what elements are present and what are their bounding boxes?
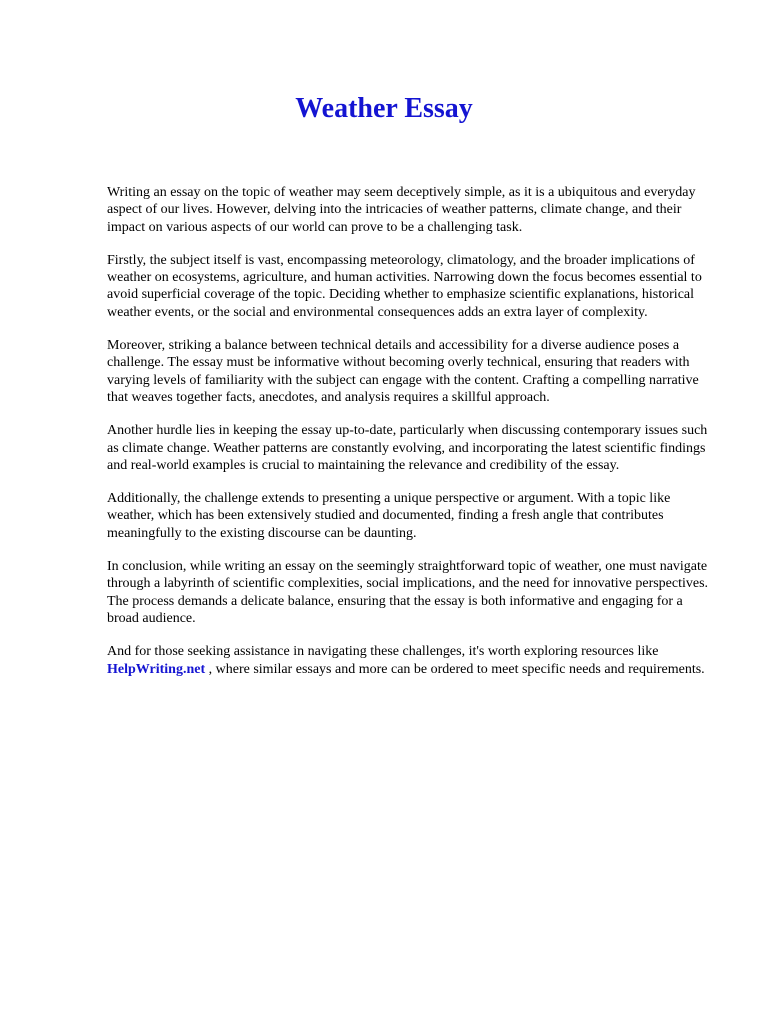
- paragraph-additionally: Additionally, the challenge extends to presenting a unique perspective or argument. With a topic like weather, which has been extensively studied and documented, finding a fresh angle that contributes meaningfully to the existing discourse can be daunting.: [107, 491, 671, 541]
- closing-text-after-link: , where similar essays and more can be ordered to meet specific needs and requirements.: [205, 661, 705, 677]
- paragraph-conclusion: In conclusion, while writing an essay on the seemingly straightforward topic of weather, one must navigate through a labyrinth of scientific complexities, social implications, and the need for innovative perspectives. The process demands a delicate balance, ensuring that the essay is both informative and engaging for a broad audience.: [107, 559, 709, 626]
- paragraph-closing: [107, 643, 716, 678]
- helpwriting-link[interactable]: HelpWriting.net: [107, 661, 206, 677]
- closing-text-before-link: And for those seeking assistance in navigating these challenges, it's worth exploring resources like: [107, 644, 659, 660]
- page-title: Weather Essay: [295, 93, 473, 124]
- paragraph-moreover: Moreover, striking a balance between technical details and accessibility for a diverse audience poses a challenge. The essay must be informative without becoming overly technical, ensuring that readers with varying levels of familiarity with the subject can engage with the content. Crafting a compelling narrative that weaves together facts, anecdotes, and analysis requires a skillful approach.: [107, 338, 699, 405]
- paragraph-firstly: Firstly, the subject itself is vast, encompassing meteorology, climatology, and the broader implications of weather on ecosystems, agriculture, and human activities. Narrowing down the focus becomes essential to avoid superficial coverage of the topic. Deciding whether to emphasize scientific explanations, historical weather events, or the social and environmental consequences adds an extra layer of complexity.: [107, 252, 702, 320]
- paragraph-another-hurdle: Another hurdle lies in keeping the essay up-to-date, particularly when discussing contemporary issues such as climate change. Weather patterns are constantly evolving, and incorporating the latest scientific findings and real-world examples is crucial to maintaining the relevance and credibility of the essay.: [107, 423, 708, 473]
- paragraph-intro: Writing an essay on the topic of weather may seem deceptively simple, as it is a ubiquitous and everyday aspect of our lives. However, delving into the intricacies of weather patterns, climate change, and their impact on various aspects of our world can prove to be a challenging task.: [107, 185, 696, 235]
